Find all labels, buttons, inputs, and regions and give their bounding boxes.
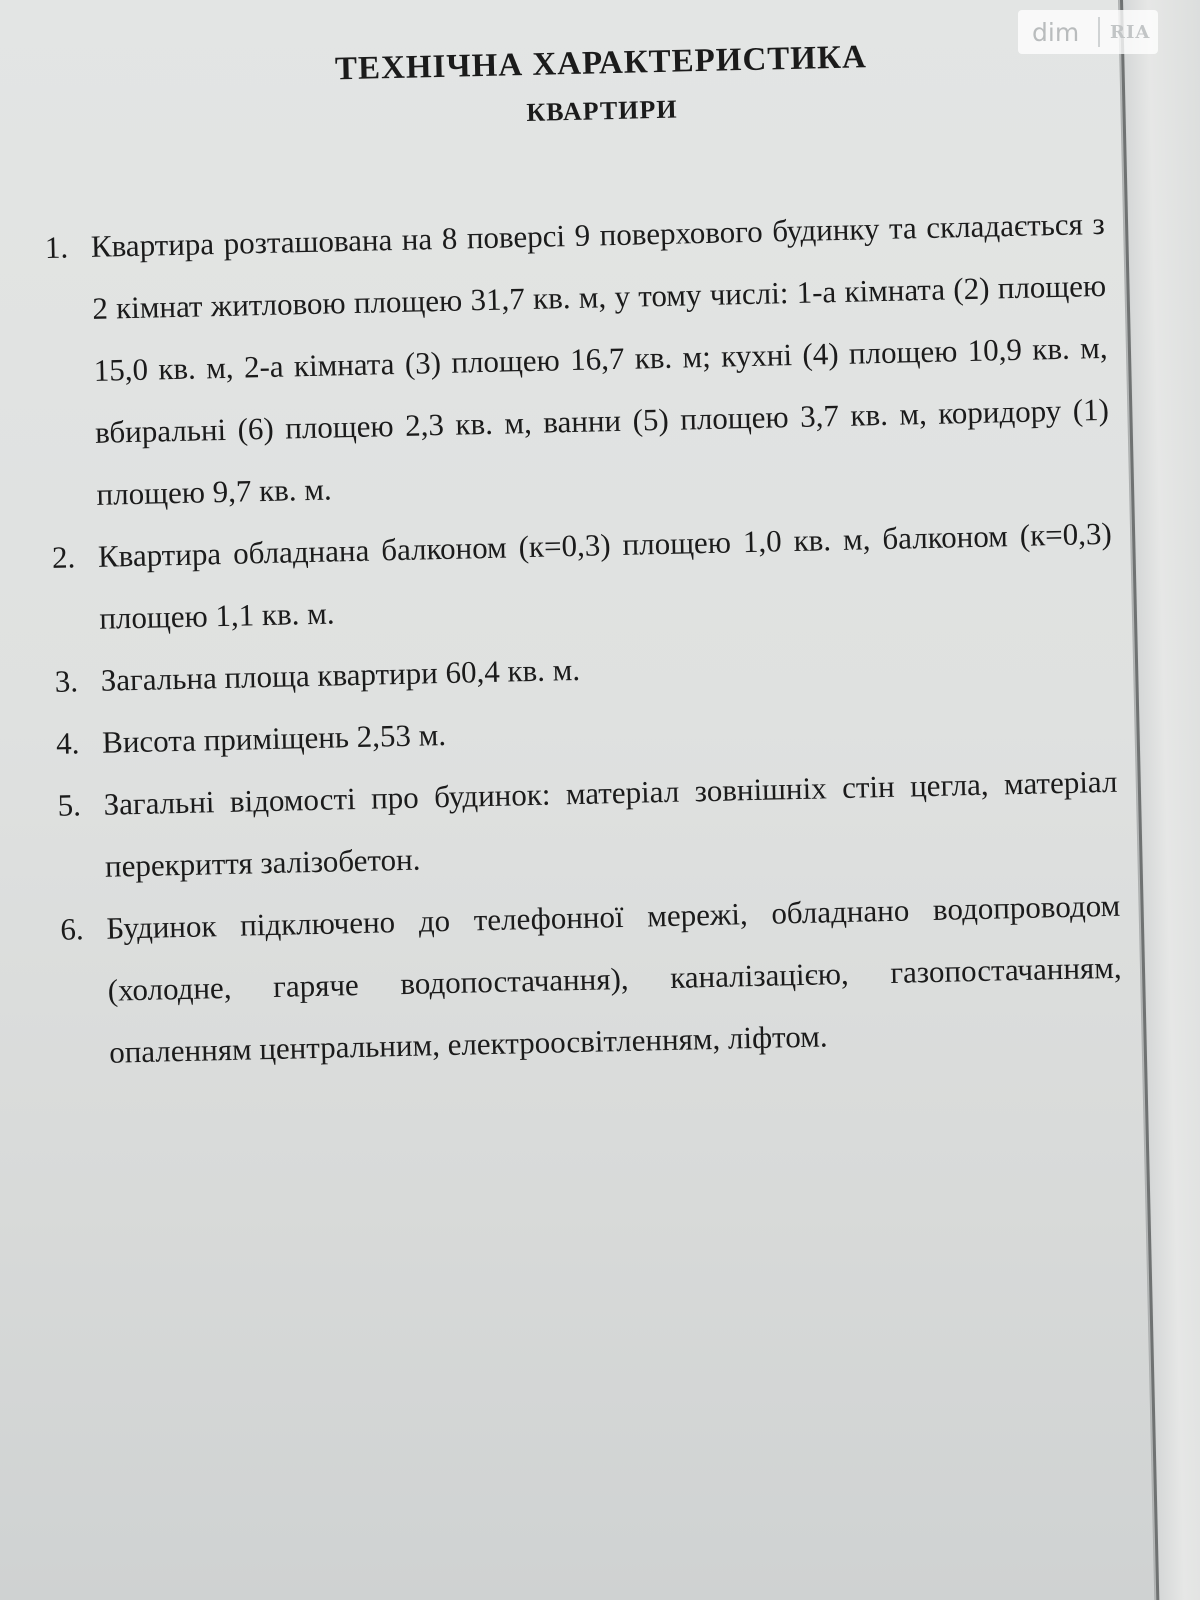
document-title: ТЕХНІЧНА ХАРАКТЕРИСТИКА <box>334 39 868 88</box>
item-number: 5. <box>57 787 82 823</box>
item-text: Квартира розташована на 8 поверсі 9 поверхового будинку та складається з 2 кімнат житловою площею 31,7 кв. м, у тому числі: 1-а кімната (2) площею 15,0 кв. м, 2-а кімната (3) площею 16,7 кв. м; кухні (4) площею 10,9 кв. м, вбиральні (6) площею 2,3 кв. м, ванни (5) площею 3,7 кв. м, коридору (1) площею 9,7 кв. м. <box>90 205 1110 512</box>
item-text: Квартира обладнана балконом (к=0,3) площею 1,0 кв. м, балконом (к=0,3) площею 1,1 кв. м. <box>97 515 1113 636</box>
list-item <box>57 751 1120 899</box>
item-text: Будинок підключено до телефонної мережі, обладнано водопроводом (холодне, гаряче водопостачання), каналізацією, газопостачанням, опаленням центральним, електроосвітленням, ліфтом. <box>105 887 1122 1070</box>
document-sheet <box>40 6 1124 1085</box>
item-text: Загальна площа квартири 60,4 кв. м. <box>100 651 581 698</box>
watermark-dim-text: dim <box>1032 17 1080 47</box>
list-item <box>44 193 1111 527</box>
item-number: 3. <box>54 663 79 699</box>
item-number: 6. <box>60 911 85 947</box>
item-text: Загальні відомості про будинок: матеріал зовнішніх стін цегла, матеріал перекриття залізобетон. <box>103 763 1118 884</box>
next-page-edge <box>1118 0 1200 1600</box>
document-subtitle: КВАРТИРИ <box>526 94 678 127</box>
watermark-ria-text: RIA <box>1110 21 1151 43</box>
item-number: 4. <box>55 725 80 761</box>
list-item <box>60 875 1124 1085</box>
item-number: 1. <box>44 229 69 265</box>
dimria-watermark <box>1018 10 1158 54</box>
item-text: Висота приміщень 2,53 м. <box>101 716 447 760</box>
characteristics-list <box>44 193 1123 1085</box>
item-number: 2. <box>51 539 76 575</box>
list-item <box>51 503 1114 651</box>
